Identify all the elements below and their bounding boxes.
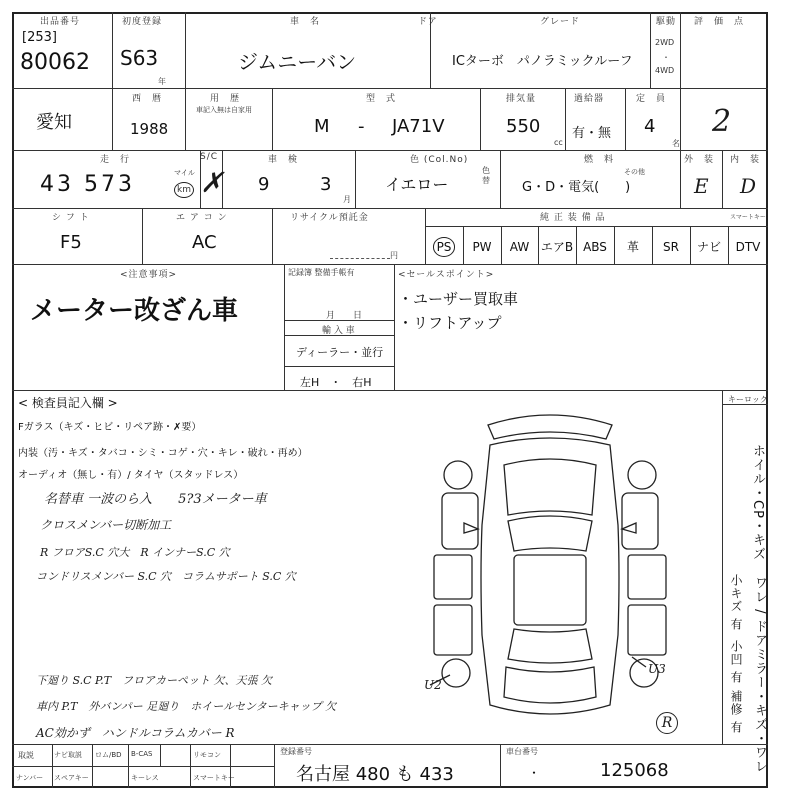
footer-cell-manual: 取説 (18, 751, 34, 760)
col-line (112, 88, 113, 150)
col-line (480, 88, 481, 150)
row-divider-4 (12, 264, 768, 265)
col-line (274, 744, 275, 788)
equipment-label: 純 正 装 備 品 (540, 213, 606, 223)
equip-pw: PW (472, 240, 492, 254)
history-sub: 車記入無は自家用 (196, 106, 252, 114)
sales-label: <セールスポイント> (398, 270, 495, 280)
dealer: ディーラー・並行 (296, 346, 384, 359)
recycle-line (330, 258, 390, 259)
footer-cell-navi-manual: ナビ取説 (54, 751, 82, 759)
model: JA71V (392, 116, 445, 137)
lot-label: 出品番号 (40, 17, 81, 27)
row-divider-3 (12, 208, 768, 209)
displacement: 550 (506, 116, 541, 137)
drive-label: 駆動 (656, 17, 677, 27)
sales-point-2: ・リフトアップ (398, 314, 502, 332)
supercharger-label: 過給器 (574, 94, 605, 104)
handwritten-note-4: コンドリスメンバー S.C 穴 コラムサポート S.C 穴 (36, 570, 296, 583)
first-reg-value: S63 (120, 46, 159, 70)
equip-aw: AW (509, 240, 530, 254)
door-label: ドア (418, 17, 438, 27)
col-line (650, 12, 651, 88)
supercharger: 有・無 (572, 126, 612, 141)
displacement-unit: cc (554, 138, 563, 147)
shift-change-label: S/C (200, 152, 219, 162)
lot-bracket: [253] (22, 30, 57, 45)
col-line (92, 744, 93, 788)
car-name-label: 車 名 (290, 17, 321, 27)
grade-label: グレード (540, 17, 581, 27)
capacity-unit: 名 (672, 139, 680, 148)
handwritten-note-1: 名替車 一波のら入 5?3メーター車 (44, 492, 267, 507)
recycle-label: リサイクル預託金 (290, 213, 369, 223)
fuel-other: その他 (624, 168, 645, 176)
equip-abs: ABS (583, 240, 607, 254)
caution-label: <注意事項> (120, 270, 178, 280)
mileage-mark: ✗ (200, 166, 224, 199)
col-line (500, 150, 501, 208)
keyless-label: スマートキー (730, 214, 766, 221)
plate-label: 登録番号 (280, 747, 312, 756)
score-label: 評 価 点 (694, 17, 745, 27)
inspector-interior: 内装（汚・キズ・タバコ・シミ・コゲ・穴・キレ・破れ・再め） (18, 448, 308, 459)
col-line (500, 744, 501, 788)
fuel-label: 燃 料 (584, 155, 615, 165)
col-line (128, 744, 129, 788)
ac-label: エ ア コ ン (176, 213, 228, 223)
inspection-year: 9 (258, 174, 270, 195)
equip-navi: ナビ (696, 240, 721, 254)
footer-cell-spare-key: スペアキー (54, 774, 89, 782)
color-label: 色 (Col.No) (410, 155, 469, 165)
col-line (185, 12, 186, 88)
row-line (284, 366, 394, 367)
footer-cell-remote: リモコン (193, 751, 221, 759)
model-prefix: M (314, 116, 330, 137)
equip-airbag: エアB (540, 240, 574, 254)
year-label: 西 暦 (132, 94, 163, 104)
exterior-label: 外 装 (684, 155, 715, 165)
equip-sr: SR (663, 240, 679, 254)
col-line (394, 264, 395, 390)
capacity-label: 定 員 (636, 94, 667, 104)
inspection-unit: 月 (343, 195, 351, 204)
row-divider-6 (12, 744, 768, 745)
shift: F5 (60, 232, 82, 253)
handwritten-note-5: 下廻り S.C P.T フロアカーペット 欠、天張 欠 (36, 674, 272, 687)
col-line (142, 208, 143, 264)
plate-number: 名古屋 480 も 433 (296, 764, 454, 785)
record-unit: 月 日 (326, 311, 363, 321)
chassis-label: 車台番号 (506, 747, 538, 756)
inspection-month: 3 (320, 174, 332, 195)
interior: D (740, 174, 757, 198)
year: 1988 (130, 120, 169, 138)
diagram-mark-u3: U3 (648, 662, 666, 676)
drive-2wd: 2WD (655, 38, 675, 47)
row-divider-2 (12, 150, 768, 151)
row-divider-5 (12, 390, 768, 391)
mileage-unit-mile: マイル (174, 169, 195, 177)
diagram-mark-u2: U2 (424, 678, 442, 692)
inspection-label: 車 検 (268, 155, 299, 165)
footer-cell-bcas: B-CAS (131, 750, 153, 758)
col-line (625, 88, 626, 150)
first-reg-unit: 年 (158, 77, 166, 86)
car-diagram (420, 405, 680, 735)
mileage-label: 走 行 (100, 155, 131, 165)
capacity: 4 (644, 116, 656, 137)
first-reg-label: 初度登録 (122, 17, 163, 27)
caution-text: メーター改ざん車 (30, 296, 239, 326)
col-line (722, 150, 723, 208)
interior-label: 内 装 (730, 155, 761, 165)
handwritten-note-2: クロスメンバー切断加工 (40, 518, 172, 532)
color-change-label: 色替 (482, 166, 490, 185)
col-line (272, 88, 273, 150)
handle: 左H ・ 右H (300, 376, 372, 389)
sales-point-1: ・ユーザー買取車 (398, 290, 519, 308)
lot-number: 80062 (20, 50, 90, 75)
side-note-4: 小凹 有 (729, 640, 743, 684)
recycle-unit: 円 (390, 251, 398, 260)
mileage-unit-km: km (174, 182, 194, 198)
col-line (272, 208, 273, 264)
col-line (185, 88, 186, 150)
col-line (680, 150, 681, 208)
col-line (680, 12, 681, 150)
handwritten-note-7: AC効かず ハンドルコラムカバー R (36, 726, 235, 740)
color: イエロー (385, 175, 449, 194)
drive-4wd: 4WD (655, 66, 675, 75)
footer-cell-plate: ナンバー (16, 774, 44, 782)
side-note-2: ワレ / ドアミラー・キズ・ワレ (752, 576, 767, 774)
equip-ps: PS (425, 236, 463, 258)
shift-label: シ フ ト (52, 213, 90, 223)
handwritten-note-3: R フロアS.C 穴大 R インナーS.C 穴 (40, 546, 230, 559)
col-line (284, 264, 285, 390)
handwritten-note-6: 車内 P.T 外バンパー 足廻り ホイールセンターキャップ 欠 (36, 700, 337, 713)
model-label: 型 式 (366, 94, 397, 104)
history-label: 用 歴 (210, 94, 241, 104)
col-line (190, 744, 191, 788)
col-line (112, 12, 113, 88)
side-note-3: 小キズ 有 (729, 574, 743, 631)
col-line (722, 390, 723, 744)
inspector-audio: オーディオ（無し・有）/ タイヤ（スタッドレス） (18, 470, 244, 481)
exterior: E (694, 174, 709, 198)
col-line (565, 88, 566, 150)
footer-cell-keyless: キーレス (131, 774, 159, 782)
equip-leather: 革 (626, 240, 639, 254)
ac: AC (192, 232, 217, 253)
col-line (160, 744, 161, 766)
model-dash: - (358, 116, 365, 137)
import-label: 輸 入 車 (322, 326, 355, 336)
region: 愛知 (36, 112, 72, 133)
equip-header-line (425, 226, 768, 227)
col-line (52, 744, 53, 788)
equip-dtv: DTV (735, 240, 761, 254)
fuel: G・D・電気( ) (522, 180, 631, 195)
footer-cell-smart-key: スマートキー (193, 774, 235, 782)
record-label: 記録簿 整備手帳有 (288, 268, 355, 277)
col-line (355, 150, 356, 208)
grade: ICターボ パノラミックルーフ (452, 54, 633, 69)
displacement-label: 排気量 (506, 94, 537, 104)
mileage: 43 573 (40, 172, 135, 197)
car-name: ジムニーバン (238, 50, 357, 74)
key-lock-label: キーロック (728, 395, 768, 404)
inspector-title: < 検査員記入欄 > (18, 396, 118, 410)
score: 2 (712, 104, 732, 139)
side-note-5: 補修 有 (729, 690, 743, 734)
row-divider-1 (12, 88, 768, 89)
side-note-1: ホイル・CP・キズ (750, 444, 765, 561)
diagram-mark-r: R (656, 712, 678, 734)
chassis-dot: ・ (528, 766, 541, 780)
chassis-number: 125068 (600, 760, 669, 781)
footer-cell-rom: ロム/BD (95, 751, 122, 759)
inspector-glass: Fガラス（キズ・ヒビ・リペア跡・✗要） (18, 422, 202, 433)
